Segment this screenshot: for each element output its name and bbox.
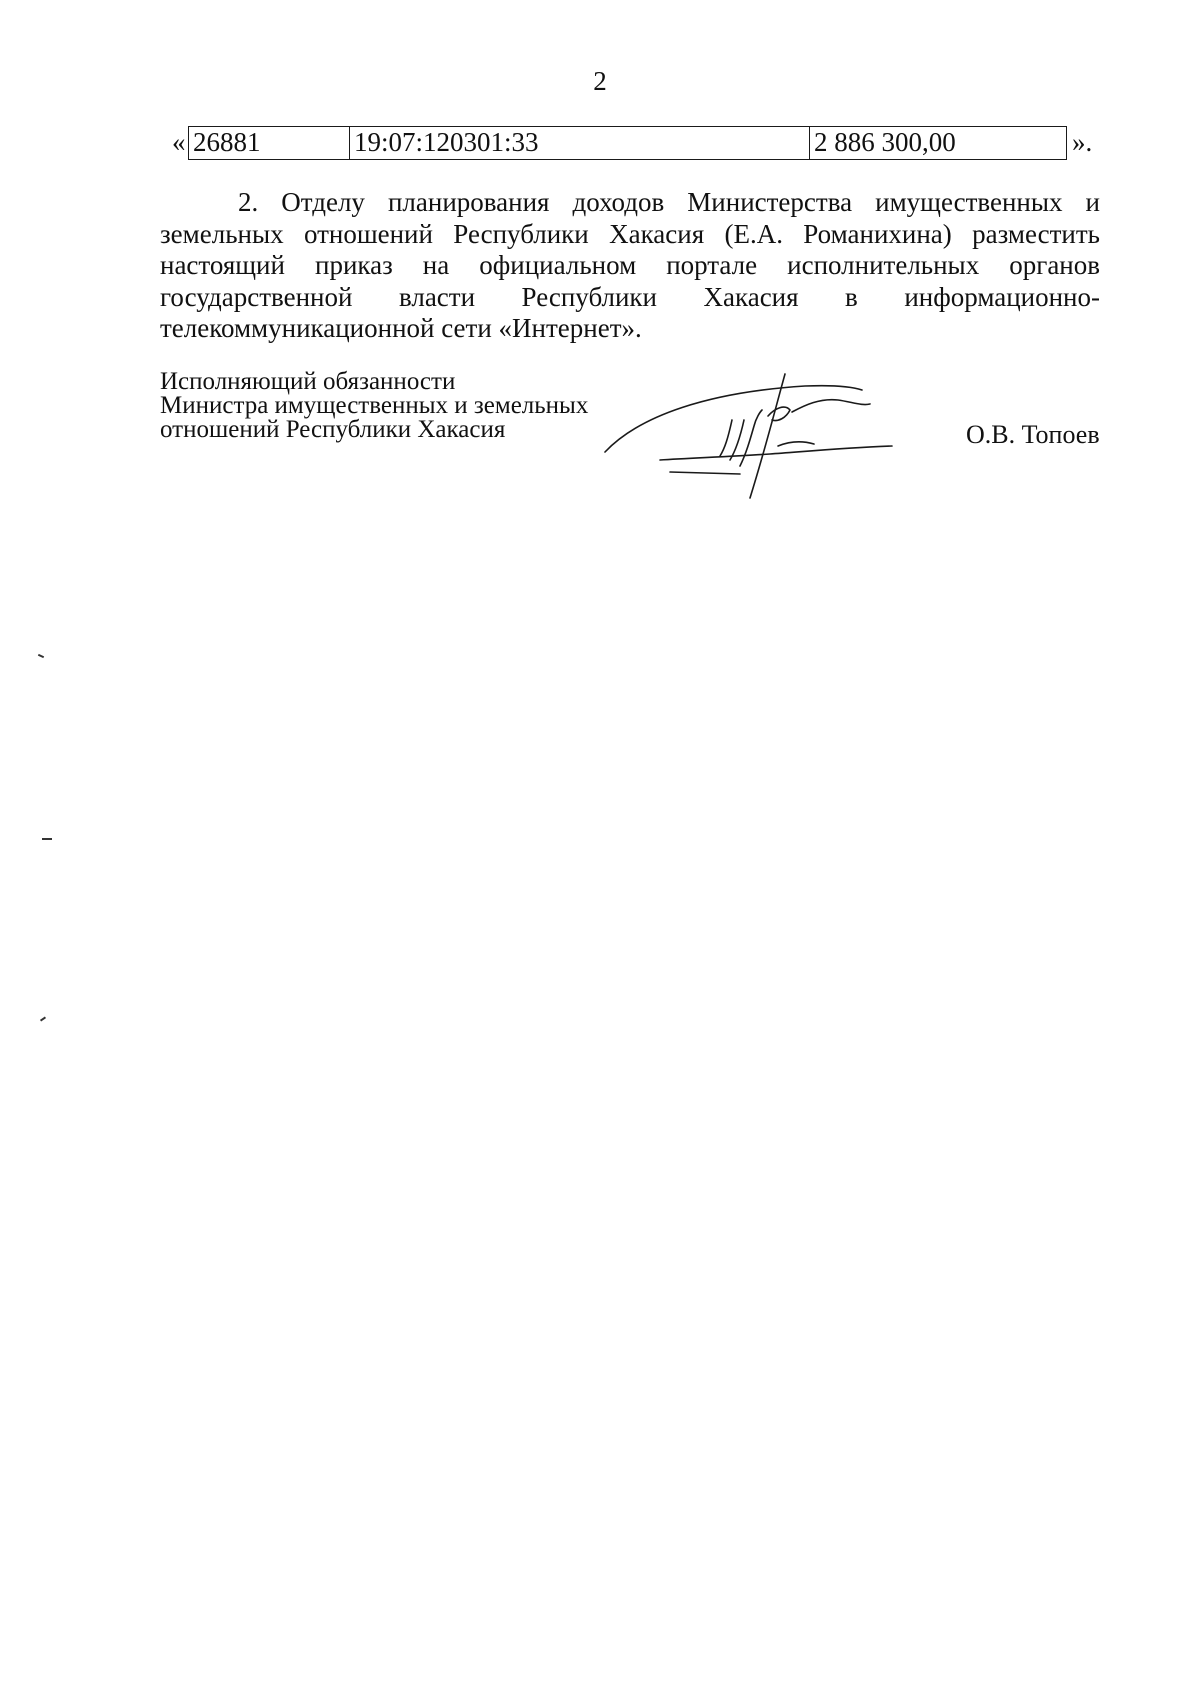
scan-mark bbox=[38, 654, 44, 658]
page-number: 2 bbox=[593, 66, 607, 96]
table-cell-cadastral-number: 19:07:120301:33 bbox=[349, 127, 809, 159]
signer-name: О.В. Топоев bbox=[966, 420, 1100, 449]
scan-mark bbox=[42, 838, 52, 840]
handwritten-signature bbox=[600, 360, 900, 510]
order-paragraph: 2. Отделу планирования доходов Министерства имущественных и земельных отношений Республики Хакасия (Е.А. Романихина) разместить настоящий приказ на официальном портале исполнительных органов государственной власти Республики Хакасия в информационно-телекоммуникационной сети «Интернет». bbox=[160, 187, 1100, 343]
signatory-title bbox=[160, 370, 588, 442]
signatory-title-line: Исполняющий обязанности bbox=[160, 368, 456, 395]
scan-mark bbox=[40, 1016, 46, 1021]
table-cells bbox=[188, 126, 1067, 160]
table-cell-value: 2 886 300,00 bbox=[809, 127, 1066, 159]
close-quote: ». bbox=[1072, 127, 1093, 157]
signatory-title-line: отношений Республики Хакасия bbox=[160, 416, 506, 443]
table-cell-number: 26881 bbox=[193, 127, 261, 157]
open-quote: « bbox=[172, 127, 186, 157]
signatory-title-line: Министра имущественных и земельных bbox=[160, 392, 589, 419]
